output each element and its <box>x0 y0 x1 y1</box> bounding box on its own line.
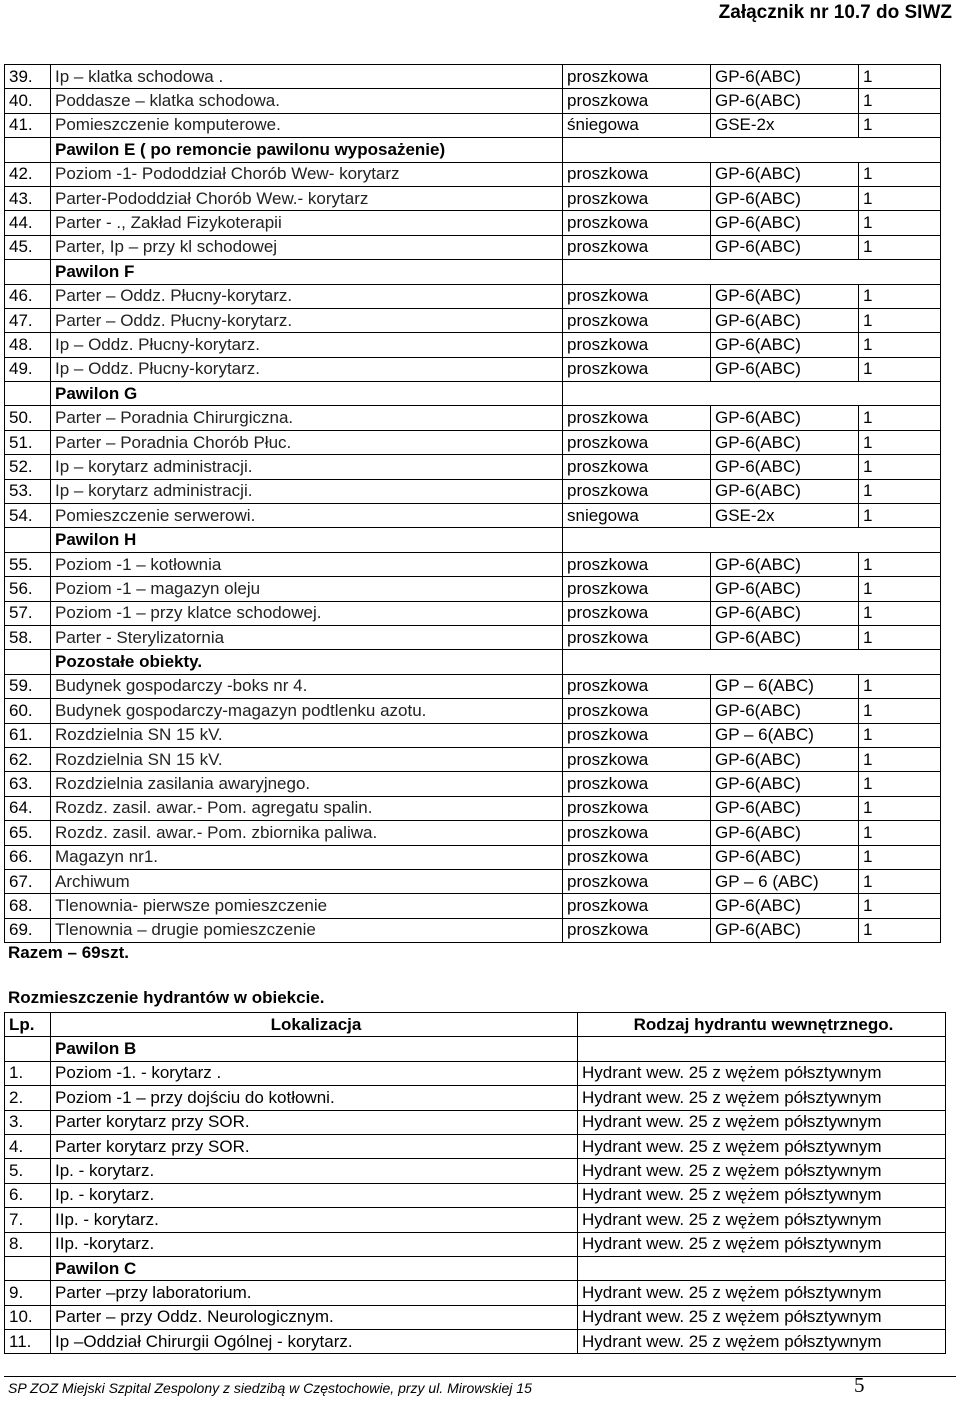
footer-divider <box>4 1376 956 1377</box>
extinguisher-type: proszkowa <box>563 333 711 357</box>
quantity: 1 <box>859 430 941 454</box>
table-row <box>5 552 941 576</box>
extinguisher-model: GP-6(ABC) <box>711 430 859 454</box>
table-row <box>5 869 941 893</box>
row-number: 8. <box>5 1232 51 1256</box>
table-row <box>5 1061 946 1085</box>
extinguisher-model: GP – 6(ABC) <box>711 723 859 747</box>
row-number: 4. <box>5 1134 51 1158</box>
row-number: 2. <box>5 1086 51 1110</box>
location-name: Budynek gospodarczy-magazyn podtlenku azotu. <box>51 699 563 723</box>
quantity: 1 <box>859 89 941 113</box>
hydrant-location: Parter – przy Oddz. Neurologicznym. <box>51 1305 578 1329</box>
location-name: Parter-Pododdział Chorób Wew.- korytarz <box>51 186 563 210</box>
table-row <box>5 308 941 332</box>
table-row <box>5 1086 946 1110</box>
table-row <box>5 1232 946 1256</box>
row-number: 58. <box>5 625 51 649</box>
section-empty <box>563 528 941 552</box>
location-name: Ip – korytarz administracji. <box>51 455 563 479</box>
extinguisher-type: proszkowa <box>563 601 711 625</box>
hydrant-type: Hydrant wew. 25 z wężem półsztywnym <box>578 1183 946 1207</box>
row-number: 61. <box>5 723 51 747</box>
extinguisher-type: proszkowa <box>563 821 711 845</box>
total-count: Razem – 69szt. <box>8 943 129 962</box>
quantity: 1 <box>859 699 941 723</box>
quantity: 1 <box>859 284 941 308</box>
extinguisher-model: GP-6(ABC) <box>711 625 859 649</box>
location-name: Ip – korytarz administracji. <box>51 479 563 503</box>
quantity: 1 <box>859 552 941 576</box>
hydrants-table <box>4 1012 946 1354</box>
hydrant-location: Ip. - korytarz. <box>51 1183 578 1207</box>
table-row <box>5 1330 946 1354</box>
section-empty <box>563 650 941 674</box>
section-blank <box>5 528 51 552</box>
table-row <box>5 625 941 649</box>
extinguisher-model: GSE-2x <box>711 113 859 137</box>
table-row <box>5 601 941 625</box>
quantity: 1 <box>859 162 941 186</box>
section-title: Pawilon E ( po remoncie pawilonu wyposażenie) <box>51 138 563 162</box>
extinguisher-model: GP-6(ABC) <box>711 235 859 259</box>
location-name: Rozdz. zasil. awar.- Pom. agregatu spalin. <box>51 796 563 820</box>
hydrant-location: Poziom -1 – przy dojściu do kotłowni. <box>51 1086 578 1110</box>
row-number: 44. <box>5 211 51 235</box>
extinguisher-model: GP-6(ABC) <box>711 796 859 820</box>
extinguisher-type: proszkowa <box>563 284 711 308</box>
table-row <box>5 1183 946 1207</box>
row-number: 39. <box>5 65 51 89</box>
hydrant-location: Parter korytarz przy SOR. <box>51 1110 578 1134</box>
table-row <box>5 406 941 430</box>
section-empty <box>563 382 941 406</box>
footer-text: SP ZOZ Miejski Szpital Zespolony z siedzibą w Częstochowie, przy ul. Mirowskiej 15 <box>8 1380 532 1396</box>
extinguisher-model: GP-6(ABC) <box>711 284 859 308</box>
table-row <box>5 674 941 698</box>
extinguisher-type: proszkowa <box>563 430 711 454</box>
extinguisher-type: proszkowa <box>563 65 711 89</box>
extinguisher-type: proszkowa <box>563 479 711 503</box>
quantity: 1 <box>859 455 941 479</box>
hydrant-type: Hydrant wew. 25 z wężem półsztywnym <box>578 1281 946 1305</box>
row-number: 7. <box>5 1208 51 1232</box>
extinguisher-type: proszkowa <box>563 577 711 601</box>
extinguisher-model: GP-6(ABC) <box>711 552 859 576</box>
section-empty <box>563 260 941 284</box>
extinguisher-model: GP-6(ABC) <box>711 747 859 771</box>
extinguisher-type: proszkowa <box>563 308 711 332</box>
quantity: 1 <box>859 772 941 796</box>
table-row <box>5 235 941 259</box>
hydrant-type: Hydrant wew. 25 z wężem półsztywnym <box>578 1061 946 1085</box>
extinguisher-type: proszkowa <box>563 747 711 771</box>
extinguisher-type: proszkowa <box>563 186 711 210</box>
table-row <box>5 894 941 918</box>
location-name: Poziom -1 – magazyn oleju <box>51 577 563 601</box>
extinguisher-type: proszkowa <box>563 455 711 479</box>
table-row <box>5 1134 946 1158</box>
extinguisher-model: GP-6(ABC) <box>711 406 859 430</box>
location-name: Parter, Ip – przy kl schodowej <box>51 235 563 259</box>
table-row <box>5 577 941 601</box>
quantity: 1 <box>859 821 941 845</box>
location-name: Rozdzielnia zasilania awaryjnego. <box>51 772 563 796</box>
table-row <box>5 113 941 137</box>
row-number: 42. <box>5 162 51 186</box>
section-blank <box>5 382 51 406</box>
quantity: 1 <box>859 406 941 430</box>
extinguisher-type: proszkowa <box>563 89 711 113</box>
quantity: 1 <box>859 479 941 503</box>
section-title: Pawilon H <box>51 528 563 552</box>
table-row <box>5 333 941 357</box>
extinguisher-model: GP-6(ABC) <box>711 211 859 235</box>
table-row <box>5 821 941 845</box>
table-row <box>5 186 941 210</box>
section-title: Pozostałe obiekty. <box>51 650 563 674</box>
location-name: Ip – Oddz. Płucny-korytarz. <box>51 357 563 381</box>
section-title: Pawilon G <box>51 382 563 406</box>
extinguisher-type: proszkowa <box>563 699 711 723</box>
extinguisher-type: śniegowa <box>563 113 711 137</box>
extinguisher-type: proszkowa <box>563 235 711 259</box>
quantity: 1 <box>859 357 941 381</box>
extinguisher-model: GP-6(ABC) <box>711 162 859 186</box>
extinguisher-type: proszkowa <box>563 918 711 942</box>
extinguisher-type: sniegowa <box>563 504 711 528</box>
table-row <box>5 1281 946 1305</box>
hydrant-type: Hydrant wew. 25 z wężem półsztywnym <box>578 1330 946 1354</box>
row-number: 65. <box>5 821 51 845</box>
section-row <box>5 260 941 284</box>
location-name: Magazyn nr1. <box>51 845 563 869</box>
row-number: 41. <box>5 113 51 137</box>
row-number: 11. <box>5 1330 51 1354</box>
row-number: 51. <box>5 430 51 454</box>
row-number: 5. <box>5 1159 51 1183</box>
location-name: Parter – Oddz. Płucny-korytarz. <box>51 284 563 308</box>
table-row <box>5 699 941 723</box>
hydrant-type: Hydrant wew. 25 z wężem półsztywnym <box>578 1159 946 1183</box>
quantity: 1 <box>859 308 941 332</box>
row-number: 50. <box>5 406 51 430</box>
quantity: 1 <box>859 674 941 698</box>
extinguisher-model: GP-6(ABC) <box>711 918 859 942</box>
header-location: Lokalizacja <box>51 1013 578 1037</box>
row-number: 49. <box>5 357 51 381</box>
row-number: 10. <box>5 1305 51 1329</box>
section-blank <box>5 260 51 284</box>
extinguisher-type: proszkowa <box>563 674 711 698</box>
table-row <box>5 284 941 308</box>
table-row <box>5 845 941 869</box>
extinguisher-model: GP-6(ABC) <box>711 65 859 89</box>
section-title: Pawilon C <box>51 1256 578 1280</box>
location-name: Parter - ., Zakład Fizykoterapii <box>51 211 563 235</box>
hydrant-type: Hydrant wew. 25 z wężem półsztywnym <box>578 1086 946 1110</box>
row-number: 53. <box>5 479 51 503</box>
extinguisher-type: proszkowa <box>563 772 711 796</box>
extinguisher-model: GP-6(ABC) <box>711 601 859 625</box>
location-name: Ip – klatka schodowa . <box>51 65 563 89</box>
row-number: 69. <box>5 918 51 942</box>
row-number: 59. <box>5 674 51 698</box>
hydrants-header-row <box>5 1013 946 1037</box>
extinguisher-type: proszkowa <box>563 869 711 893</box>
quantity: 1 <box>859 723 941 747</box>
extinguisher-type: proszkowa <box>563 357 711 381</box>
row-number: 67. <box>5 869 51 893</box>
extinguisher-model: GP-6(ABC) <box>711 821 859 845</box>
table-row <box>5 747 941 771</box>
location-name: Rozdzielnia SN 15 kV. <box>51 723 563 747</box>
location-name: Parter – Poradnia Chorób Płuc. <box>51 430 563 454</box>
table-row <box>5 504 941 528</box>
extinguisher-model: GP-6(ABC) <box>711 772 859 796</box>
table-row <box>5 430 941 454</box>
quantity: 1 <box>859 601 941 625</box>
table-row <box>5 1305 946 1329</box>
hydrant-type: Hydrant wew. 25 z wężem półsztywnym <box>578 1305 946 1329</box>
quantity: 1 <box>859 65 941 89</box>
hydrant-location: IIp. - korytarz. <box>51 1208 578 1232</box>
section-title: Pawilon F <box>51 260 563 284</box>
quantity: 1 <box>859 577 941 601</box>
page-number: 5 <box>854 1373 865 1397</box>
section-row <box>5 382 941 406</box>
extinguisher-model: GP-6(ABC) <box>711 308 859 332</box>
quantity: 1 <box>859 747 941 771</box>
row-number: 46. <box>5 284 51 308</box>
row-number: 63. <box>5 772 51 796</box>
row-number: 68. <box>5 894 51 918</box>
location-name: Parter - Sterylizatornia <box>51 625 563 649</box>
row-number: 60. <box>5 699 51 723</box>
location-name: Pomieszczenie serwerowi. <box>51 504 563 528</box>
row-number: 43. <box>5 186 51 210</box>
quantity: 1 <box>859 894 941 918</box>
table-row <box>5 1159 946 1183</box>
extinguisher-model: GP-6(ABC) <box>711 845 859 869</box>
header-no: Lp. <box>5 1013 51 1037</box>
row-number: 57. <box>5 601 51 625</box>
table-row <box>5 65 941 89</box>
table-row <box>5 455 941 479</box>
quantity: 1 <box>859 869 941 893</box>
extinguisher-type: proszkowa <box>563 894 711 918</box>
table-row <box>5 211 941 235</box>
hydrant-type: Hydrant wew. 25 z wężem półsztywnym <box>578 1110 946 1134</box>
quantity: 1 <box>859 796 941 820</box>
quantity: 1 <box>859 211 941 235</box>
extinguisher-model: GP-6(ABC) <box>711 333 859 357</box>
section-title: Pawilon B <box>51 1037 578 1061</box>
section-empty <box>578 1256 946 1280</box>
extinguisher-type: proszkowa <box>563 162 711 186</box>
document-header: Załącznik nr 10.7 do SIWZ <box>718 2 952 23</box>
section-blank <box>5 138 51 162</box>
row-number: 45. <box>5 235 51 259</box>
location-name: Poziom -1 – kotłownia <box>51 552 563 576</box>
extinguisher-model: GP-6(ABC) <box>711 186 859 210</box>
row-number: 40. <box>5 89 51 113</box>
quantity: 1 <box>859 186 941 210</box>
quantity: 1 <box>859 333 941 357</box>
location-name: Archiwum <box>51 869 563 893</box>
section-row <box>5 1037 946 1061</box>
extinguisher-model: GP – 6(ABC) <box>711 674 859 698</box>
hydrant-location: Parter –przy laboratorium. <box>51 1281 578 1305</box>
table-row <box>5 723 941 747</box>
table-row <box>5 357 941 381</box>
section-row <box>5 138 941 162</box>
row-number: 47. <box>5 308 51 332</box>
row-number: 56. <box>5 577 51 601</box>
location-name: Pomieszczenie komputerowe. <box>51 113 563 137</box>
table-row <box>5 1110 946 1134</box>
quantity: 1 <box>859 235 941 259</box>
quantity: 1 <box>859 845 941 869</box>
extinguisher-type: proszkowa <box>563 552 711 576</box>
row-number: 66. <box>5 845 51 869</box>
extinguisher-model: GSE-2x <box>711 504 859 528</box>
hydrant-location: Parter korytarz przy SOR. <box>51 1134 578 1158</box>
extinguisher-model: GP-6(ABC) <box>711 479 859 503</box>
table-row <box>5 796 941 820</box>
row-number: 54. <box>5 504 51 528</box>
table-row <box>5 1208 946 1232</box>
quantity: 1 <box>859 918 941 942</box>
hydrant-type: Hydrant wew. 25 z wężem półsztywnym <box>578 1232 946 1256</box>
location-name: Poziom -1- Pododdział Chorób Wew- korytarz <box>51 162 563 186</box>
section-blank <box>5 1037 51 1061</box>
row-number: 62. <box>5 747 51 771</box>
table-row <box>5 162 941 186</box>
extinguisher-type: proszkowa <box>563 723 711 747</box>
location-name: Poziom -1 – przy klatce schodowej. <box>51 601 563 625</box>
row-number: 9. <box>5 1281 51 1305</box>
table-row <box>5 89 941 113</box>
extinguisher-type: proszkowa <box>563 211 711 235</box>
extinguisher-model: GP-6(ABC) <box>711 894 859 918</box>
section-row <box>5 650 941 674</box>
row-number: 1. <box>5 1061 51 1085</box>
section-blank <box>5 650 51 674</box>
extinguisher-model: GP-6(ABC) <box>711 357 859 381</box>
extinguisher-model: GP-6(ABC) <box>711 89 859 113</box>
quantity: 1 <box>859 625 941 649</box>
location-name: Parter – Poradnia Chirurgiczna. <box>51 406 563 430</box>
hydrants-heading: Rozmieszczenie hydrantów w obiekcie. <box>8 988 325 1007</box>
section-empty <box>563 138 941 162</box>
location-name: Rozdz. zasil. awar.- Pom. zbiornika paliwa. <box>51 821 563 845</box>
table-row <box>5 479 941 503</box>
extinguisher-model: GP-6(ABC) <box>711 699 859 723</box>
location-name: Parter – Oddz. Płucny-korytarz. <box>51 308 563 332</box>
table-row <box>5 918 941 942</box>
extinguishers-table <box>4 64 941 943</box>
extinguisher-type: proszkowa <box>563 625 711 649</box>
location-name: Budynek gospodarczy -boks nr 4. <box>51 674 563 698</box>
row-number: 64. <box>5 796 51 820</box>
row-number: 48. <box>5 333 51 357</box>
hydrant-location: Ip –Oddział Chirurgii Ogólnej - korytarz. <box>51 1330 578 1354</box>
hydrant-type: Hydrant wew. 25 z wężem półsztywnym <box>578 1208 946 1232</box>
extinguisher-model: GP – 6 (ABC) <box>711 869 859 893</box>
location-name: Ip – Oddz. Płucny-korytarz. <box>51 333 563 357</box>
row-number: 3. <box>5 1110 51 1134</box>
hydrant-type: Hydrant wew. 25 z wężem półsztywnym <box>578 1134 946 1158</box>
row-number: 6. <box>5 1183 51 1207</box>
section-row <box>5 1256 946 1280</box>
section-blank <box>5 1256 51 1280</box>
extinguisher-type: proszkowa <box>563 796 711 820</box>
location-name: Tlenownia- pierwsze pomieszczenie <box>51 894 563 918</box>
quantity: 1 <box>859 504 941 528</box>
quantity: 1 <box>859 113 941 137</box>
row-number: 55. <box>5 552 51 576</box>
table-row <box>5 772 941 796</box>
extinguisher-type: proszkowa <box>563 406 711 430</box>
section-empty <box>578 1037 946 1061</box>
header-type: Rodzaj hydrantu wewnętrznego. <box>578 1013 946 1037</box>
location-name: Tlenownia – drugie pomieszczenie <box>51 918 563 942</box>
extinguisher-model: GP-6(ABC) <box>711 455 859 479</box>
location-name: Poddasze – klatka schodowa. <box>51 89 563 113</box>
location-name: Rozdzielnia SN 15 kV. <box>51 747 563 771</box>
hydrant-location: IIp. -korytarz. <box>51 1232 578 1256</box>
row-number: 52. <box>5 455 51 479</box>
hydrant-location: Ip. - korytarz. <box>51 1159 578 1183</box>
hydrant-location: Poziom -1. - korytarz . <box>51 1061 578 1085</box>
section-row <box>5 528 941 552</box>
extinguisher-model: GP-6(ABC) <box>711 577 859 601</box>
extinguisher-type: proszkowa <box>563 845 711 869</box>
